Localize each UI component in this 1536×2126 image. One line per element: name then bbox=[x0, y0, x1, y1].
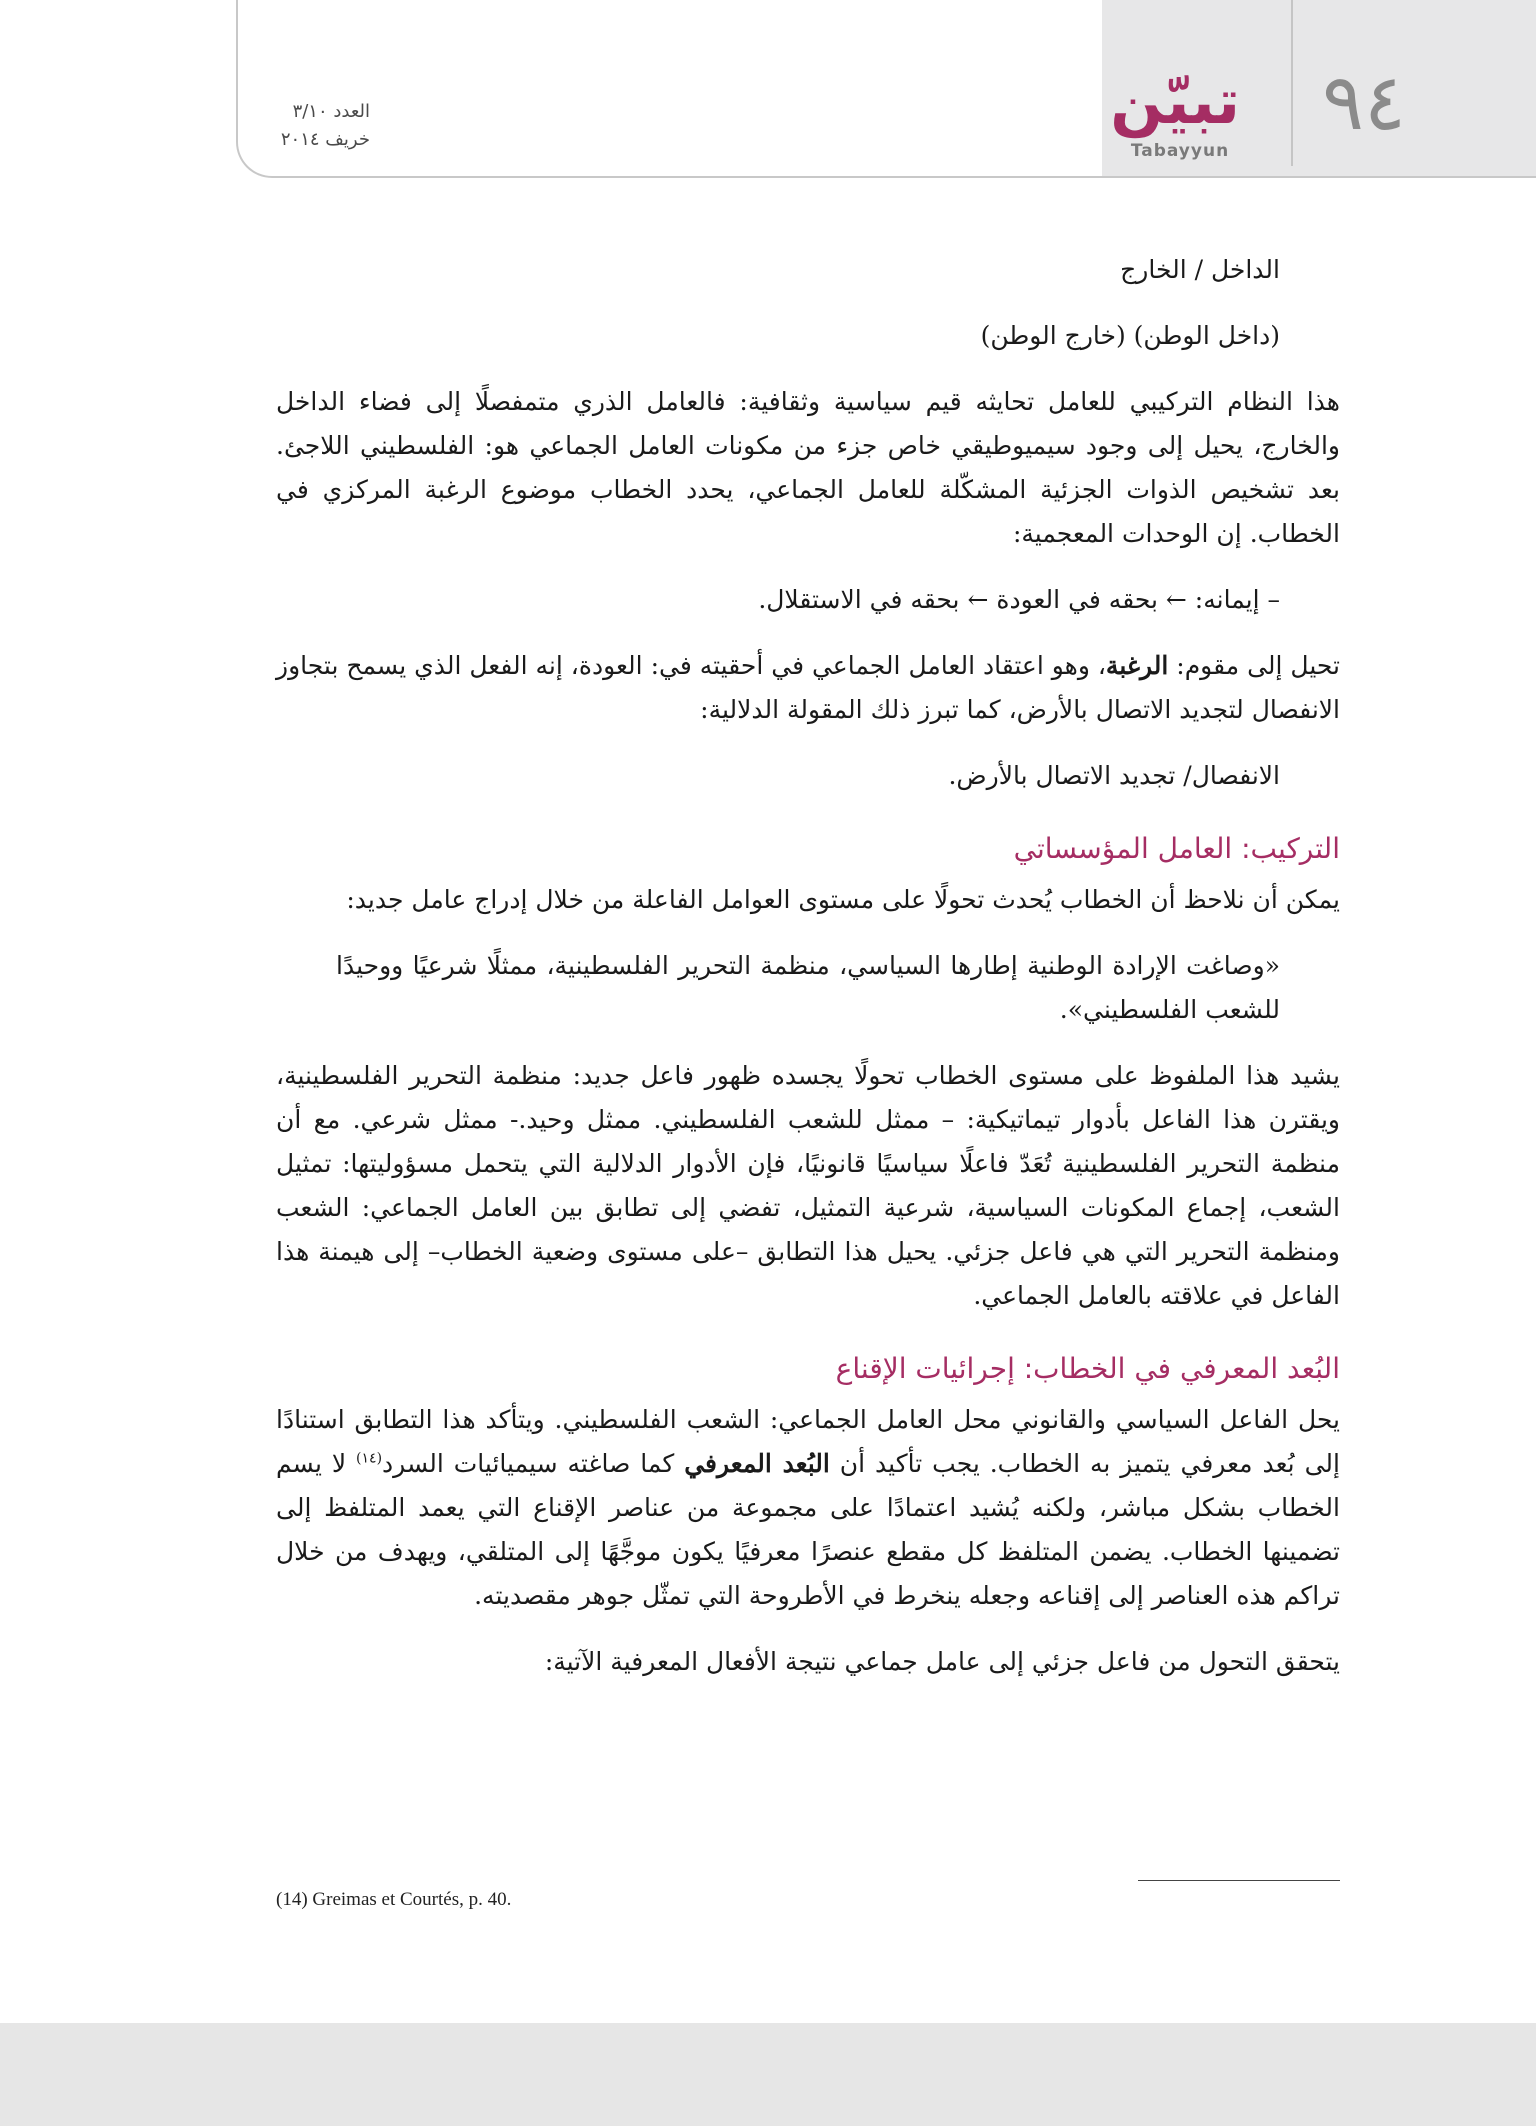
journal-logo: تبيّن bbox=[1110, 65, 1240, 138]
block-quote: «وصاغت الإرادة الوطنية إطارها السياسي، منظمة التحرير الفلسطينية، ممثلًا شرعيًا ووحيدًا للشعب الفلسطيني». bbox=[336, 951, 1280, 1024]
text-run: تحيل إلى مقوم: bbox=[1168, 651, 1340, 680]
section-heading-institutional: التركيب: العامل المؤسساتي bbox=[1013, 832, 1340, 865]
text-run: كما صاغته سيميائيات السرد bbox=[382, 1449, 685, 1478]
header-divider bbox=[1291, 0, 1293, 166]
text-run: لا يسم الخطاب بشكل مباشر، ولكنه يُشيد اعتمادًا على مجموعة من عناصر الإقناع التي يعمد المتلفظ إلى تضمينها الخطاب. يضمن المتلفظ كل مقطع عنصرًا معرفيًا يكون موجَّهًا إلى المتلقي، ويهدف من خلال تراكم هذه العناصر إلى إقناعه وجعله ينخرط في الأطروحة التي تمثّل جوهر مقصديته. bbox=[276, 1449, 1340, 1610]
paragraph: هذا النظام التركيبي للعامل تحايثه قيم سياسية وثقافية: فالعامل الذري متمفصلًا إلى فضاء الداخل والخارج، يحيل إلى وجود سيميوطيقي خاص جزء من مكونات العامل الجماعي هو: الفلسطيني اللاجئ. بعد تشخيص الذوات الجزئية المشكّلة للعامل الجماعي، يحدد الخطاب موضوع الرغبة المركزي في الخطاب. إن الوحدات المعجمية: bbox=[276, 387, 1340, 548]
text-run: يحل الفاعل السياسي والقانوني محل العامل الجماعي: الشعب الفلسطيني. ويتأكد هذا التطابق استنادًا إلى بُعد معرفي يتميز به الخطاب. يجب تأكيد أن bbox=[276, 1405, 1340, 1478]
paragraph: يمكن أن نلاحظ أن الخطاب يُحدث تحولًا على مستوى العوامل الفاعلة من خلال إدراج عامل جديد: bbox=[346, 885, 1340, 914]
issue-number: العدد ٣/١٠ bbox=[292, 101, 370, 122]
text-run: ، وهو اعتقاد العامل الجماعي في أحقيته في: العودة، إنه الفعل الذي يسمح بتجاوز الانفصال لتجديد الاتصال بالأرض، كما تبرز ذلك المقولة الدلالية: bbox=[276, 651, 1340, 724]
page-number: ٩٤ bbox=[1322, 58, 1406, 148]
paragraph-belief: – إيمانه: ← بحقه في العودة ← بحقه في الاستقلال. bbox=[758, 585, 1280, 614]
footnote-divider bbox=[1138, 1880, 1340, 1881]
bold-term: البُعد المعرفي bbox=[684, 1449, 830, 1478]
paragraph-homeland: (داخل الوطن) (خارج الوطن) bbox=[980, 321, 1280, 350]
footnote-marker: (١٤) bbox=[356, 1450, 383, 1467]
issue-season: خريف ٢٠١٤ bbox=[280, 129, 370, 150]
journal-logo-latin: Tabayyun bbox=[1130, 141, 1230, 161]
footnote: (14) Greimas et Courtés, p. 40. bbox=[276, 1889, 512, 1910]
paragraph-separation: الانفصال/ تجديد الاتصال بالأرض. bbox=[948, 761, 1280, 790]
paragraph-cognitive bbox=[276, 1398, 1340, 1618]
section-heading-cognitive: البُعد المعرفي في الخطاب: إجرائيات الإقناع bbox=[835, 1352, 1340, 1385]
issue-info bbox=[250, 98, 370, 154]
paragraph-inside-outside: الداخل / الخارج bbox=[1120, 255, 1280, 284]
bold-term: الرغبة bbox=[1105, 651, 1169, 680]
article-body bbox=[276, 248, 1340, 1706]
paragraph-desire bbox=[276, 644, 1340, 732]
paragraph: يتحقق التحول من فاعل جزئي إلى عامل جماعي نتيجة الأفعال المعرفية الآتية: bbox=[544, 1647, 1340, 1676]
paragraph: يشيد هذا الملفوظ على مستوى الخطاب تحولًا يجسده ظهور فاعل جديد: منظمة التحرير الفلسطينية، ويقترن هذا الفاعل بأدوار تيماتيكية: – ممثل للشعب الفلسطيني. ممثل وحيد.- ممثل شرعي. مع أن منظمة التحرير الفلسطينية تُعَدّ فاعلًا سياسيًا قانونيًا، فإن الأدوار الدلالية التي يتحمل مسؤوليتها: تمثيل الشعب، إجماع المكونات السياسية، شرعية التمثيل، تفضي إلى تطابق بين العامل الجماعي: الشعب ومنظمة التحرير التي هي فاعل جزئي. يحيل هذا التطابق –على مستوى وضعية الخطاب– إلى هيمنة هذا الفاعل في علاقته بالعامل الجماعي. bbox=[276, 1061, 1340, 1310]
